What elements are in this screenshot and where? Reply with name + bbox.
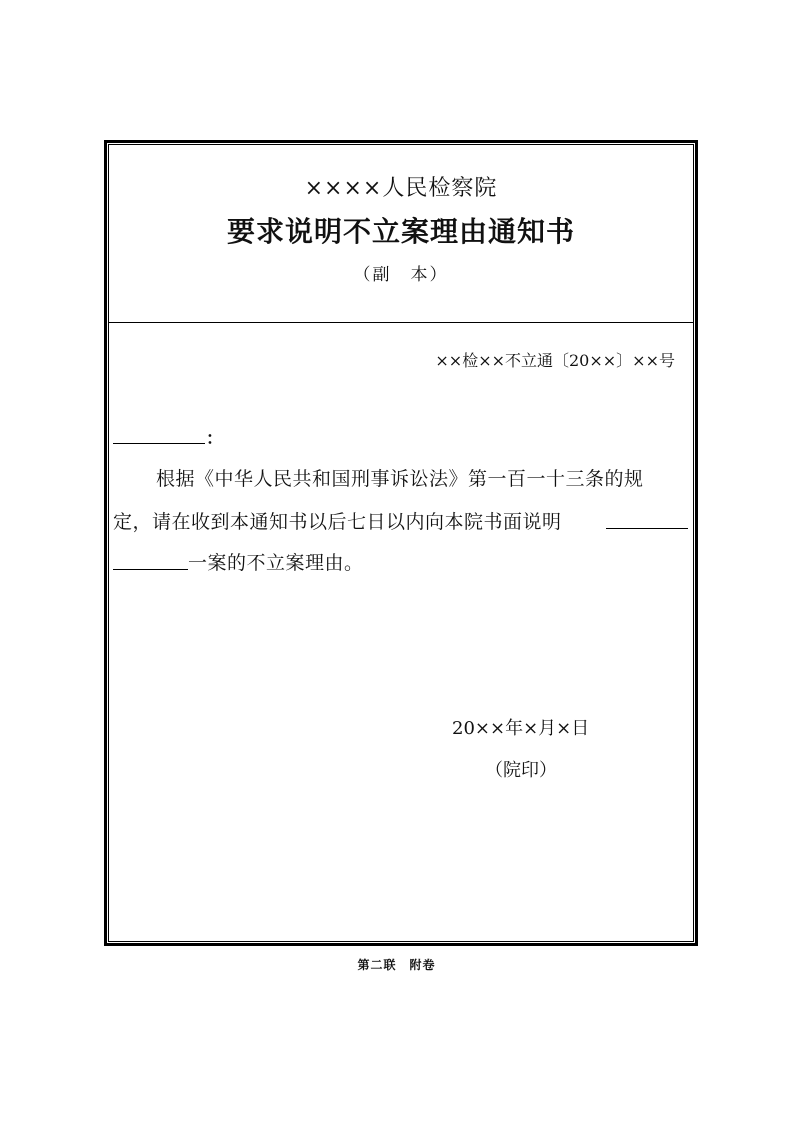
body-text-line-3: 一案的不立案理由。 bbox=[188, 552, 364, 574]
procuratorate-name: ××××人民检察院 bbox=[304, 176, 498, 201]
body-text-line-2: 定，请在收到本通知书以后七日以内向本院书面说明 bbox=[113, 511, 562, 533]
recipient-blank-field[interactable] bbox=[113, 443, 205, 444]
body-text-line-1: 根据《中华人民共和国刑事诉讼法》第一百一十三条的规 bbox=[156, 468, 644, 490]
copy-designation-footer: 第二联 附卷 bbox=[357, 958, 436, 972]
case-name-blank-field-part-1[interactable] bbox=[606, 528, 688, 529]
court-seal-label: （院印） bbox=[485, 760, 557, 781]
issue-date: 20××年×月×日 bbox=[452, 718, 590, 739]
copy-label: （副 本） bbox=[353, 265, 449, 285]
document-number: ××检××不立通〔20××〕××号 bbox=[435, 351, 675, 370]
document-title: 要求说明不立案理由通知书 bbox=[226, 215, 575, 248]
header-divider bbox=[108, 322, 694, 323]
recipient-colon: ： bbox=[206, 429, 223, 449]
case-name-blank-field-part-2[interactable] bbox=[113, 569, 188, 570]
